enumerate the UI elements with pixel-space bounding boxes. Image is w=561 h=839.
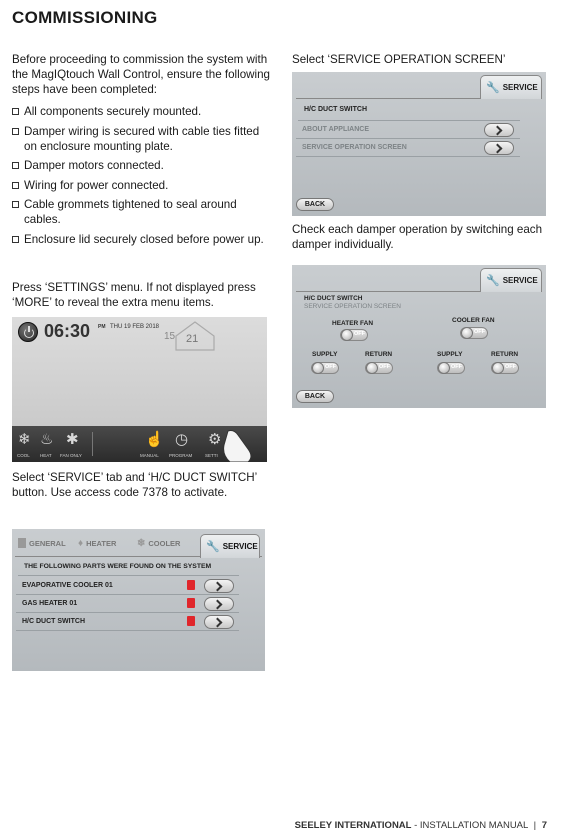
flame-icon: ♦ <box>78 537 84 549</box>
cooler-fan-toggle[interactable]: OFF <box>460 327 488 339</box>
menu-cool: COOL <box>17 453 30 458</box>
back-button[interactable]: BACK <box>296 198 334 211</box>
divider <box>18 575 239 576</box>
arrow-button[interactable] <box>484 123 514 137</box>
service-operation-row[interactable]: SERVICE OPERATION SCREEN <box>296 139 520 157</box>
divider <box>296 291 482 292</box>
select-instruction: Select ‘SERVICE OPERATION SCREEN’ <box>292 53 506 66</box>
cooler-return-label: RETURN <box>491 351 519 358</box>
parts-heading: THE FOLLOWING PARTS WERE FOUND ON THE SYSTEM <box>24 563 212 570</box>
lock-icon <box>187 598 195 608</box>
footer-doc: - INSTALLATION MANUAL <box>414 820 528 831</box>
page-title: COMMISSIONING <box>12 8 158 27</box>
tab-service[interactable]: 🔧 SERVICE <box>480 75 542 99</box>
arrow-button[interactable] <box>484 141 514 155</box>
wrench-icon: 🔧 <box>486 275 500 287</box>
back-button[interactable]: BACK <box>296 390 334 403</box>
checkbox-icon <box>12 236 19 243</box>
lock-icon <box>187 580 195 590</box>
service-instruction: Select ‘SERVICE’ tab and ‘H/C DUCT SWITCH’ button. Use access code 7378 to activate. <box>12 471 257 499</box>
wrench-icon: 🔧 <box>206 541 220 553</box>
check-instruction: Check each damper operation by switching each damper individually. <box>292 223 543 251</box>
about-appliance-row[interactable]: ABOUT APPLIANCE <box>296 121 520 139</box>
power-button[interactable] <box>18 322 38 342</box>
settings-instruction: Press ‘SETTINGS’ menu. If not displayed press ‘MORE’ to reveal the extra menu items. <box>12 281 256 309</box>
table-row[interactable]: GAS HEATER 01 <box>16 595 239 613</box>
list-item: Enclosure lid securely closed before power up. <box>12 232 270 247</box>
tab-general[interactable]: GENERAL <box>18 535 66 551</box>
menu-heat: HEAT <box>40 453 52 458</box>
parts-screen <box>12 529 265 671</box>
manual-icon[interactable]: ☝ <box>145 431 164 448</box>
operation-subheading: SERVICE OPERATION SCREEN <box>304 303 401 310</box>
divider <box>92 432 93 456</box>
ampm: PM <box>98 324 106 330</box>
cooler-supply-toggle[interactable]: OFF <box>437 362 465 374</box>
lock-icon <box>187 616 195 626</box>
menu-fan-only: FAN ONLY <box>60 453 82 458</box>
table-row[interactable]: EVAPORATIVE COOLER 01 <box>16 577 239 595</box>
table-row[interactable]: H/C DUCT SWITCH <box>16 613 239 631</box>
tab-service[interactable]: 🔧 SERVICE <box>480 268 542 292</box>
list-item: Damper motors connected. <box>12 158 270 173</box>
snowflake-icon: ❄ <box>137 537 146 549</box>
checkbox-icon <box>12 108 19 115</box>
page-footer <box>295 820 547 831</box>
checklist <box>12 104 270 251</box>
checkbox-icon <box>12 201 19 208</box>
arrow-button[interactable] <box>204 615 234 629</box>
heater-fan-label: HEATER FAN <box>332 320 374 327</box>
heater-fan-toggle[interactable]: OFF <box>340 329 368 341</box>
heater-return-label: RETURN <box>365 351 393 358</box>
cooler-supply-label: SUPPLY <box>437 351 463 358</box>
service-menu-heading: H/C DUCT SWITCH <box>304 106 367 113</box>
cooler-fan-label: COOLER FAN <box>452 317 495 324</box>
menu-manual: MANUAL <box>140 453 159 458</box>
list-item: Damper wiring is secured with cable ties fitted on enclosure mounting plate. <box>12 124 270 154</box>
fan-icon[interactable]: ✱ <box>66 431 79 448</box>
arrow-button[interactable] <box>204 579 234 593</box>
operation-heading: H/C DUCT SWITCH <box>304 295 363 302</box>
tab-heater[interactable]: ♦ HEATER <box>78 537 117 549</box>
heat-icon[interactable]: ♨ <box>40 431 54 448</box>
wrench-icon: 🔧 <box>486 82 500 94</box>
checkbox-icon <box>12 128 19 135</box>
gear-icon[interactable]: ⚙ <box>208 431 222 448</box>
cool-icon[interactable]: ❄ <box>18 431 31 448</box>
page-number: 7 <box>541 820 547 831</box>
intro-text: Before proceeding to commission the system with the MagIQtouch Wall Control, ensure the following steps have been completed: <box>12 53 270 96</box>
date-display: THU 19 FEB 2018 <box>110 324 160 330</box>
footer-brand: SEELEY INTERNATIONAL <box>294 820 412 831</box>
tab-service[interactable]: 🔧 SERVICE <box>200 534 260 558</box>
menu-program: PROGRAM <box>169 453 193 458</box>
hand-pointer-icon <box>220 429 260 462</box>
cooler-return-toggle[interactable]: OFF <box>491 362 519 374</box>
checkbox-icon <box>12 162 19 169</box>
checkbox-icon <box>12 182 19 189</box>
tab-cooler[interactable]: ❄ COOLER <box>137 537 181 549</box>
footer-separator: | <box>533 820 537 831</box>
time-display: 06:30 <box>44 321 91 341</box>
heater-supply-label: SUPPLY <box>312 351 338 358</box>
clock-icon[interactable]: ◷ <box>175 431 189 448</box>
arrow-button[interactable] <box>204 597 234 611</box>
menu-settings: SETTI <box>205 453 218 458</box>
outdoor-temp: 15 <box>164 331 176 342</box>
heater-supply-toggle[interactable]: OFF <box>311 362 339 374</box>
divider <box>296 98 482 99</box>
list-item: Cable grommets tightened to seal around cables. <box>12 197 270 227</box>
home-screen <box>12 317 267 462</box>
indoor-temp: 21 <box>186 333 199 345</box>
service-menu-screen <box>292 72 546 216</box>
list-item: Wiring for power connected. <box>12 178 270 193</box>
heater-return-toggle[interactable]: OFF <box>365 362 393 374</box>
operation-screen <box>292 265 546 408</box>
document-icon <box>18 538 26 548</box>
list-item: All components securely mounted. <box>12 104 270 119</box>
